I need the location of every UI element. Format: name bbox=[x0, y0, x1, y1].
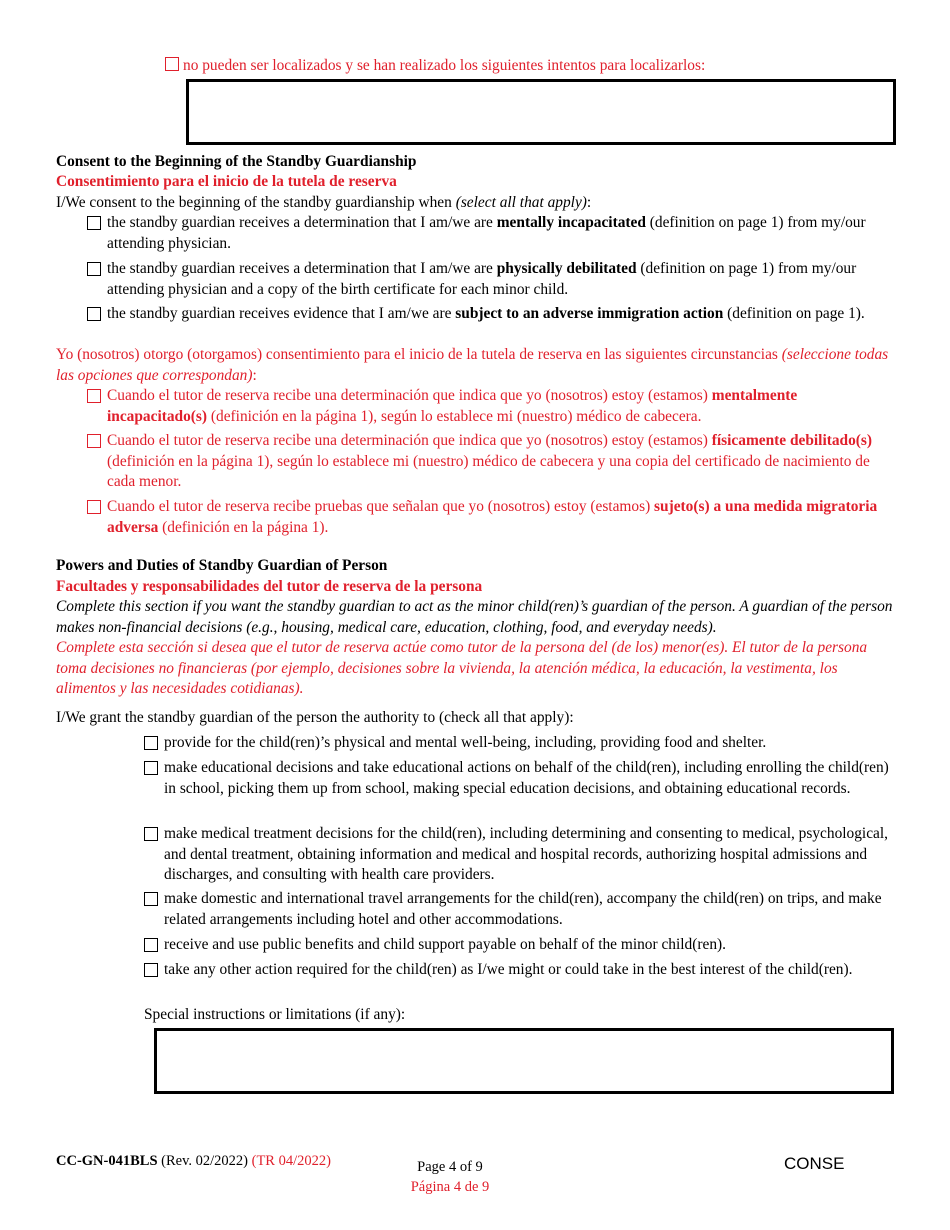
power-option-wellbeing: provide for the child(ren)’s physical and mental well-being, including, providing food and shelter. bbox=[144, 733, 892, 754]
consent-option-physical-es: Cuando el tutor de reserva recibe una determinación que indica que yo (nosotros) estoy (estamos) físicamente debilitado(s) (definición en la página 1), según lo establece mi (nuestro) médico de cabecera y una copia del certificado de nacimiento de cada menor. bbox=[87, 431, 892, 493]
special-instructions-textbox[interactable] bbox=[154, 1028, 894, 1094]
special-instructions-label: Special instructions or limitations (if any): bbox=[144, 1006, 406, 1023]
locate-attempts-textbox[interactable] bbox=[186, 79, 896, 145]
locate-attempts-checkbox[interactable] bbox=[165, 57, 179, 71]
consent-immigration-en-checkbox[interactable] bbox=[87, 307, 101, 321]
powers-grant-intro: I/We grant the standby guardian of the person the authority to (check all that apply): bbox=[56, 709, 574, 726]
page-number-es: Página 4 de 9 bbox=[410, 1179, 490, 1195]
powers-note-es: Complete esta sección si desea que el tutor de reserva actúe como tutor de la persona del (de los) menor(es). El tutor de la persona toma decisiones no financieras (por ejemplo, decisiones sobre la vivienda, la atención médica, la educación, la vestimenta, los alimentos y las necesidades cotidianas). bbox=[56, 639, 868, 697]
power-option-education: make educational decisions and take educational actions on behalf of the child(ren), including enrolling the child(ren) in school, picking them up from school, making special education decisions, and obtaining educational records. bbox=[144, 758, 892, 799]
consent-mental-en-checkbox[interactable] bbox=[87, 216, 101, 230]
power-option-other: take any other action required for the child(ren) as I/we might or could take in the best interest of the child(ren). bbox=[144, 960, 892, 981]
consent-intro-es: Yo (nosotros) otorgo (otorgamos) consentimiento para el inicio de la tutela de reserva en las siguientes circunstancias (seleccione todas las opciones que correspondan): bbox=[56, 346, 889, 384]
powers-heading-en: Powers and Duties of Standby Guardian of Person bbox=[56, 557, 388, 574]
power-option-benefits: receive and use public benefits and child support payable on behalf of the minor child(ren). bbox=[144, 935, 892, 956]
power-education-checkbox[interactable] bbox=[144, 761, 158, 775]
power-option-medical: make medical treatment decisions for the child(ren), including determining and consenting to medical, psychological, and dental treatment, obtaining information and medical and hospital records, authorizing hospital admissions and discharges, and consulting with health care providers. bbox=[144, 824, 892, 886]
consent-immigration-es-checkbox[interactable] bbox=[87, 500, 101, 514]
consent-physical-en-checkbox[interactable] bbox=[87, 262, 101, 276]
locate-attempts-option bbox=[165, 56, 705, 77]
consent-intro-en: I/We consent to the beginning of the standby guardianship when (select all that apply): bbox=[56, 194, 592, 211]
consent-option-mental-en: the standby guardian receives a determination that I am/we are mentally incapacitated (definition on page 1) from my/our attending physician. bbox=[87, 213, 892, 254]
power-option-travel: make domestic and international travel arrangements for the child(ren), accompany the child(ren) on trips, and make related arrangements including hotel and other accommodations. bbox=[144, 889, 892, 930]
consent-option-physical-en: the standby guardian receives a determination that I am/we are physically debilitated (definition on page 1) from my/our attending physician and a copy of the birth certificate for each minor child. bbox=[87, 259, 892, 300]
consent-heading-es: Consentimiento para el inicio de la tutela de reserva bbox=[56, 173, 397, 190]
consent-heading-en: Consent to the Beginning of the Standby Guardianship bbox=[56, 153, 417, 170]
power-travel-checkbox[interactable] bbox=[144, 892, 158, 906]
power-wellbeing-checkbox[interactable] bbox=[144, 736, 158, 750]
form-code-line: CC-GN-041BLS (Rev. 02/2022) (TR 04/2022) bbox=[56, 1153, 331, 1169]
locate-attempts-label: no pueden ser localizados y se han realizado los siguientes intentos para localizarlos: bbox=[183, 57, 706, 74]
consent-mental-es-checkbox[interactable] bbox=[87, 389, 101, 403]
power-medical-checkbox[interactable] bbox=[144, 827, 158, 841]
powers-note-en: Complete this section if you want the standby guardian to act as the minor child(ren)’s guardian of the person. A guardian of the person makes non-financial decisions (e.g., housing, medical care, education, clothing, food, and everyday needs). bbox=[56, 598, 893, 636]
consent-option-immigration-en: the standby guardian receives evidence that I am/we are subject to an adverse immigration action (definition on page 1). bbox=[87, 304, 892, 325]
powers-heading-es: Facultades y responsabilidades del tutor de reserva de la persona bbox=[56, 578, 483, 595]
power-benefits-checkbox[interactable] bbox=[144, 938, 158, 952]
power-other-checkbox[interactable] bbox=[144, 963, 158, 977]
page-number-en: Page 4 of 9 bbox=[417, 1159, 483, 1175]
consent-physical-es-checkbox[interactable] bbox=[87, 434, 101, 448]
consent-option-mental-es: Cuando el tutor de reserva recibe una determinación que indica que yo (nosotros) estoy (estamos) mentalmente incapacitado(s) (definición en la página 1), según lo establece mi (nuestro) médico de cabecera. bbox=[87, 386, 892, 427]
conse-label: CONSE bbox=[784, 1154, 845, 1173]
consent-option-immigration-es: Cuando el tutor de reserva recibe pruebas que señalan que yo (nosotros) estoy (estamos) sujeto(s) a una medida migratoria adversa (definición en la página 1). bbox=[87, 497, 892, 538]
